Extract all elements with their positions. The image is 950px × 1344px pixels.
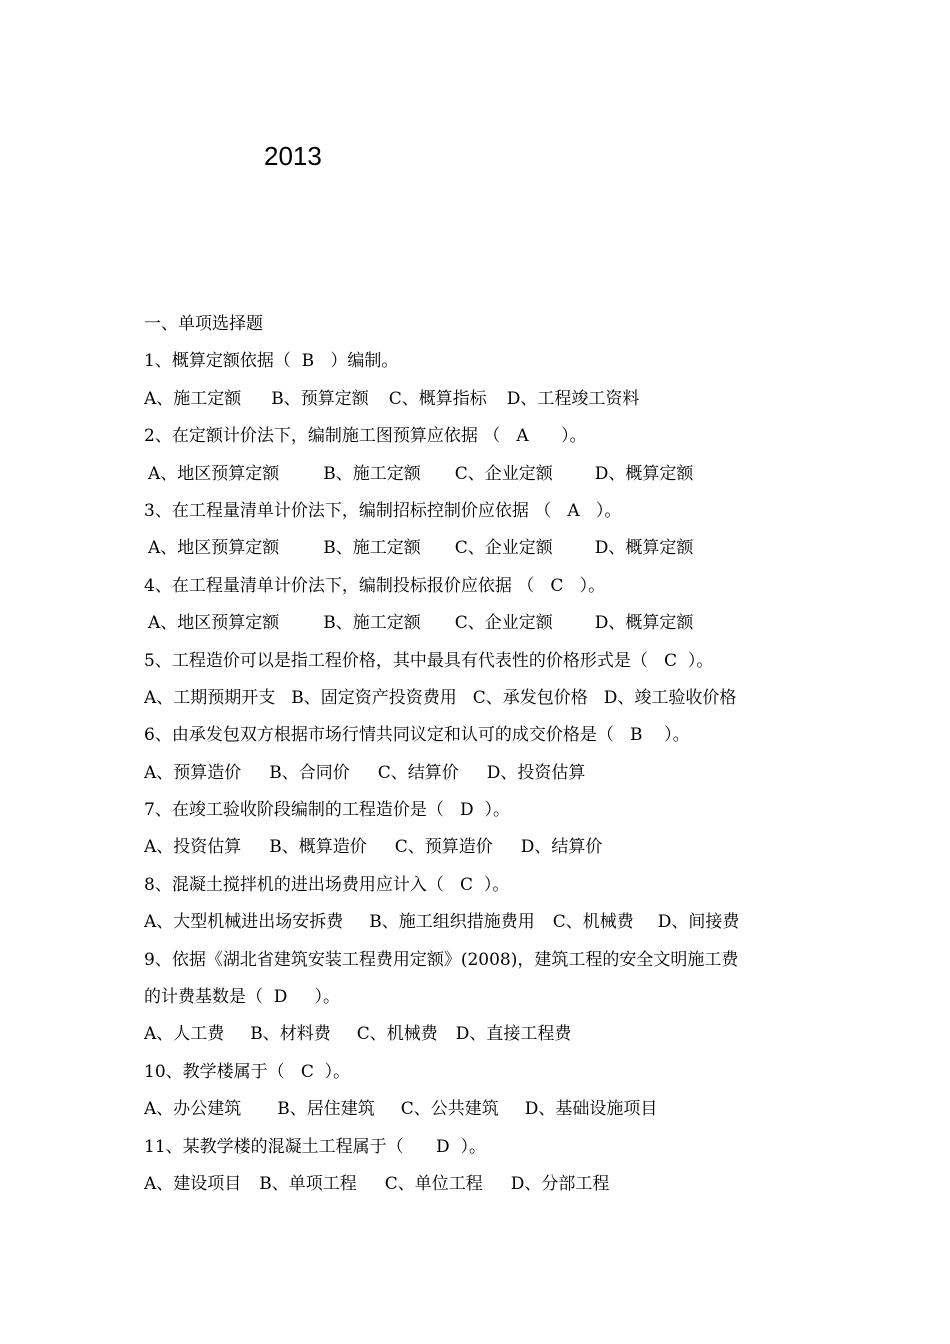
question-list	[144, 306, 824, 1203]
option-5-c: C、承发包价格	[472, 687, 588, 708]
option-1-c: C、概算指标	[388, 388, 487, 409]
question-3: 3、在工程量清单计价法下，编制招标控制价应依据 （ A ）。	[144, 500, 622, 521]
options-5	[144, 680, 824, 717]
option-4-c: C、企业定额	[454, 613, 553, 634]
option-5-d: D、竣工验收价格	[603, 687, 737, 708]
option-8-d: D、间接费	[657, 912, 740, 933]
option-11-b: B、单项工程	[259, 1173, 357, 1194]
options-4	[144, 605, 824, 642]
options-9	[144, 1016, 824, 1053]
question-4: 4、在工程量清单计价法下，编制投标报价应依据 （ C ）。	[144, 575, 606, 596]
option-2-b: B、施工定额	[323, 463, 421, 484]
option-3-d: D、概算定额	[594, 538, 694, 559]
option-8-b: B、施工组织措施费用	[369, 912, 535, 933]
options-11	[144, 1166, 824, 1203]
option-1-d: D、工程竣工资料	[506, 388, 640, 409]
option-2-a: A、地区预算定额	[148, 463, 280, 484]
options-8	[144, 904, 824, 941]
question-2: 2、在定额计价法下，编制施工图预算应依据 （ A ）。	[144, 426, 587, 447]
option-6-a: A、预算造价	[144, 762, 242, 783]
option-3-c: C、企业定额	[454, 538, 553, 559]
option-11-d: D、分部工程	[510, 1173, 610, 1194]
option-8-a: A、大型机械进出场安拆费	[144, 912, 344, 933]
option-9-d: D、直接工程费	[455, 1024, 572, 1045]
option-4-b: B、施工定额	[323, 613, 421, 634]
question-9: 9、依据《湖北省建筑安装工程费用定额》(2008)，建筑工程的安全文明施工费	[144, 949, 739, 970]
question-7: 7、在竣工验收阶段编制的工程造价是（ D ）。	[144, 800, 510, 821]
option-6-d: D、投资估算	[486, 762, 586, 783]
option-2-d: D、概算定额	[594, 463, 694, 484]
question-1: 1、概算定额依据（ B ）编制。	[144, 351, 399, 372]
option-7-a: A、投资估算	[144, 837, 242, 858]
options-1	[144, 381, 824, 418]
option-4-a: A、地区预算定额	[148, 613, 280, 634]
options-2	[144, 456, 824, 493]
option-9-a: A、人工费	[144, 1024, 225, 1045]
option-10-c: C、公共建筑	[400, 1099, 499, 1120]
option-1-b: B、预算定额	[271, 388, 369, 409]
option-10-d: D、基础设施项目	[524, 1099, 658, 1120]
option-10-a: A、办公建筑	[144, 1099, 242, 1120]
options-10	[144, 1091, 824, 1128]
option-7-c: C、预算造价	[394, 837, 493, 858]
option-11-c: C、单位工程	[384, 1173, 483, 1194]
option-3-a: A、地区预算定额	[148, 538, 280, 559]
option-8-c: C、机械费	[552, 912, 634, 933]
question-5: 5、工程造价可以是指工程价格，其中最具有代表性的价格形式是（ C ）。	[144, 650, 714, 671]
question-8: 8、混凝土搅拌机的进出场费用应计入（ C ）。	[144, 874, 510, 895]
option-1-a: A、施工定额	[144, 388, 242, 409]
option-9-b: B、材料费	[250, 1024, 331, 1045]
option-5-a: A、工期预期开支	[144, 687, 276, 708]
document-year: 2013	[264, 141, 322, 171]
option-6-b: B、合同价	[269, 762, 350, 783]
option-7-d: D、结算价	[520, 837, 603, 858]
question-10: 10、教学楼属于（ C ）。	[144, 1061, 351, 1082]
options-7	[144, 829, 824, 866]
options-6	[144, 755, 824, 792]
option-4-d: D、概算定额	[594, 613, 694, 634]
option-5-b: B、固定资产投资费用	[291, 687, 457, 708]
question-9-continued: 的计费基数是（ D ）。	[144, 987, 340, 1008]
option-11-a: A、建设项目	[144, 1173, 242, 1194]
option-10-b: B、居住建筑	[277, 1099, 375, 1120]
option-2-c: C、企业定额	[454, 463, 553, 484]
section-heading: 一、单项选择题	[144, 314, 263, 334]
question-11: 11、某教学楼的混凝土工程属于（ D ）。	[144, 1136, 486, 1157]
options-3	[144, 530, 824, 567]
option-7-b: B、概算造价	[269, 837, 367, 858]
option-3-b: B、施工定额	[323, 538, 421, 559]
option-6-c: C、结算价	[377, 762, 459, 783]
option-9-c: C、机械费	[356, 1024, 438, 1045]
question-6: 6、由承发包双方根据市场行情共同议定和认可的成交价格是（ B ）。	[144, 725, 690, 746]
